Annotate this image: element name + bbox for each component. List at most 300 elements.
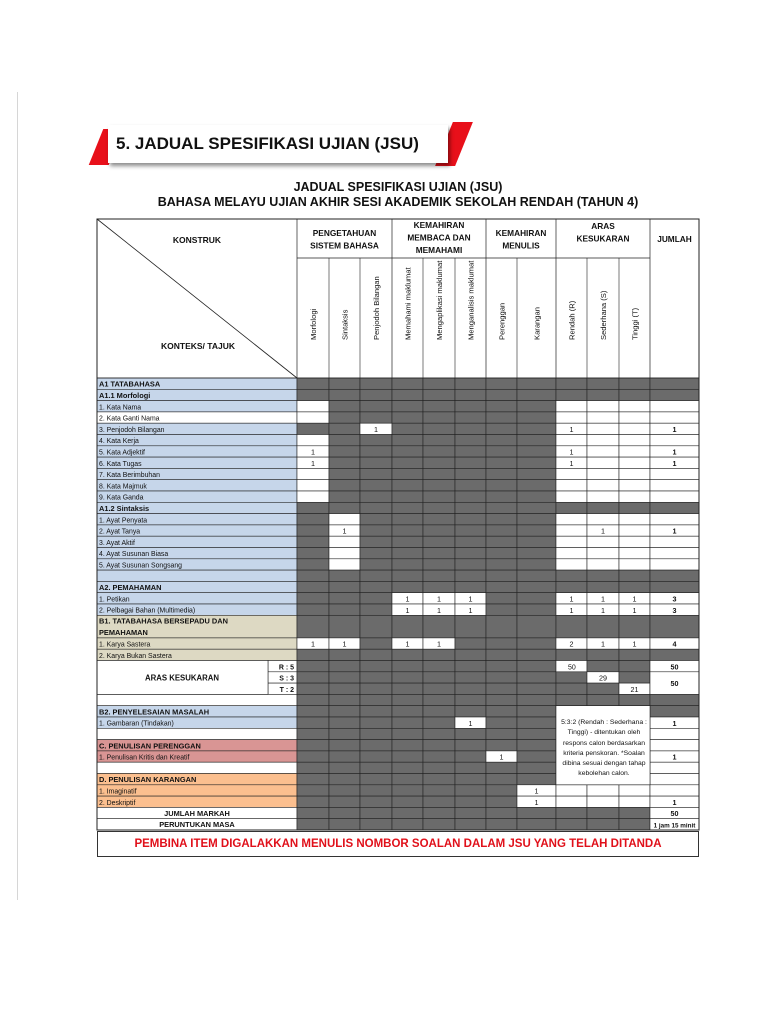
table-cell bbox=[392, 615, 423, 638]
item-label: 7. Kata Berimbuhan bbox=[99, 472, 160, 480]
table-cell bbox=[329, 423, 360, 434]
table-cell bbox=[455, 796, 486, 807]
table-cell bbox=[619, 581, 650, 592]
table-cell bbox=[517, 728, 556, 739]
sub-header-3: Memahami maklumat bbox=[403, 267, 413, 340]
table-cell bbox=[297, 378, 329, 389]
table-cell bbox=[423, 423, 455, 434]
table-cell bbox=[650, 468, 699, 479]
table-cell bbox=[455, 638, 486, 649]
section-heading: 5. JADUAL SPESIFIKASI UJIAN (JSU) bbox=[116, 134, 419, 153]
group-header-1: MEMBACA DAN bbox=[407, 232, 471, 243]
table-cell bbox=[619, 649, 650, 660]
table-cell bbox=[329, 728, 360, 739]
table-cell bbox=[297, 672, 329, 683]
total-label: PERUNTUKAN MASA bbox=[159, 820, 235, 830]
table-cell bbox=[423, 491, 455, 502]
table-cell bbox=[392, 740, 423, 751]
cell-value: 2 bbox=[569, 639, 574, 649]
table-cell bbox=[486, 717, 517, 728]
table-cell bbox=[650, 412, 699, 423]
konteks-label: KONTEKS/ TAJUK bbox=[161, 341, 235, 351]
table-cell bbox=[423, 706, 455, 717]
table-cell bbox=[587, 581, 619, 592]
table-cell bbox=[455, 762, 486, 773]
table-cell bbox=[486, 762, 517, 773]
table-cell bbox=[360, 570, 392, 581]
table-cell bbox=[329, 446, 360, 457]
table-cell bbox=[423, 672, 455, 683]
item-label: 8. Kata Majmuk bbox=[99, 483, 147, 491]
cell-value: 1 bbox=[672, 752, 677, 762]
table-cell bbox=[486, 649, 517, 660]
table-cell bbox=[517, 683, 556, 694]
table-cell bbox=[619, 468, 650, 479]
cell-value: 1 bbox=[405, 594, 410, 604]
table-cell bbox=[329, 672, 360, 683]
table-cell bbox=[392, 502, 423, 513]
table-cell bbox=[619, 423, 650, 434]
table-cell bbox=[587, 807, 619, 818]
group-header-2: MENULIS bbox=[502, 240, 540, 251]
table-cell bbox=[486, 480, 517, 491]
table-cell bbox=[297, 514, 329, 525]
table-cell bbox=[423, 548, 455, 559]
table-cell bbox=[392, 706, 423, 717]
cell-value: 1 bbox=[601, 526, 605, 536]
table-cell bbox=[423, 717, 455, 728]
table-cell bbox=[392, 694, 423, 705]
table-cell bbox=[455, 559, 486, 570]
cell-value: 1 bbox=[601, 605, 605, 615]
item-label: 3. Ayat Aktif bbox=[99, 539, 135, 547]
table-cell bbox=[423, 751, 455, 762]
table-cell bbox=[392, 389, 423, 400]
table-cell bbox=[486, 548, 517, 559]
table-cell bbox=[619, 525, 650, 536]
table-cell bbox=[297, 785, 329, 796]
table-cell bbox=[650, 581, 699, 592]
table-cell bbox=[517, 457, 556, 468]
section-label: A1 TATABAHASA bbox=[99, 379, 161, 389]
table-cell bbox=[329, 807, 360, 818]
table-cell bbox=[517, 525, 556, 536]
table-cell bbox=[556, 615, 587, 638]
table-cell bbox=[455, 502, 486, 513]
table-cell bbox=[486, 378, 517, 389]
table-cell bbox=[556, 819, 587, 830]
table-cell bbox=[455, 480, 486, 491]
row-label-cell bbox=[97, 694, 297, 705]
table-cell bbox=[587, 548, 619, 559]
cell-value: 1 bbox=[534, 786, 539, 796]
table-cell bbox=[587, 819, 619, 830]
section-label: D. PENULISAN KARANGAN bbox=[99, 775, 197, 785]
table-cell bbox=[360, 435, 392, 446]
table-cell bbox=[619, 401, 650, 412]
table-cell bbox=[486, 514, 517, 525]
table-cell bbox=[392, 785, 423, 796]
table-cell bbox=[297, 694, 329, 705]
table-cell bbox=[297, 412, 329, 423]
cell-value: 1 bbox=[632, 605, 637, 615]
section-label: A1.2 Sintaksis bbox=[99, 504, 150, 513]
table-cell bbox=[556, 435, 587, 446]
item-label: 1. Imaginatif bbox=[99, 788, 137, 796]
table-cell bbox=[650, 491, 699, 502]
sub-header-10: Tinggi (T) bbox=[630, 307, 640, 340]
table-cell bbox=[650, 378, 699, 389]
sub-header-7: Karangan bbox=[532, 307, 542, 340]
table-cell bbox=[517, 435, 556, 446]
table-cell bbox=[360, 762, 392, 773]
table-cell bbox=[360, 604, 392, 615]
table-cell bbox=[360, 796, 392, 807]
table-cell bbox=[297, 728, 329, 739]
table-cell bbox=[455, 785, 486, 796]
table-cell bbox=[392, 717, 423, 728]
table-cell bbox=[455, 548, 486, 559]
item-label: 1. Karya Sastera bbox=[99, 641, 151, 649]
table-cell bbox=[423, 683, 455, 694]
table-cell bbox=[329, 412, 360, 423]
table-cell bbox=[517, 672, 556, 683]
table-cell bbox=[486, 638, 517, 649]
table-cell bbox=[360, 457, 392, 468]
table-cell bbox=[360, 536, 392, 547]
table-cell bbox=[619, 435, 650, 446]
table-cell bbox=[517, 751, 556, 762]
table-cell bbox=[329, 796, 360, 807]
table-cell bbox=[455, 401, 486, 412]
table-cell bbox=[486, 593, 517, 604]
table-cell bbox=[423, 559, 455, 570]
table-cell bbox=[392, 661, 423, 672]
table-cell bbox=[392, 819, 423, 830]
table-cell bbox=[556, 694, 587, 705]
table-cell bbox=[517, 378, 556, 389]
table-cell bbox=[423, 581, 455, 592]
table-cell bbox=[392, 457, 423, 468]
table-cell bbox=[517, 389, 556, 400]
table-cell bbox=[455, 774, 486, 785]
cell-value: 1 bbox=[672, 447, 677, 457]
table-cell bbox=[360, 593, 392, 604]
table-cell bbox=[517, 819, 556, 830]
table-cell bbox=[556, 378, 587, 389]
table-cell bbox=[517, 502, 556, 513]
table-cell bbox=[556, 570, 587, 581]
cell-value: 50 bbox=[568, 664, 576, 672]
item-label: 4. Kata Kerja bbox=[99, 438, 139, 446]
table-cell bbox=[486, 728, 517, 739]
aras-level-label: R : 5 bbox=[278, 664, 294, 672]
table-cell bbox=[329, 378, 360, 389]
table-cell bbox=[619, 570, 650, 581]
table-cell bbox=[360, 480, 392, 491]
table-cell bbox=[297, 807, 329, 818]
cell-value: 1 bbox=[342, 526, 347, 536]
cell-value: 1 bbox=[672, 797, 677, 807]
table-cell bbox=[455, 389, 486, 400]
table-cell bbox=[650, 559, 699, 570]
table-cell bbox=[360, 514, 392, 525]
table-cell bbox=[297, 491, 329, 502]
cell-value: 1 jam 15 minit bbox=[653, 822, 696, 830]
cell-value: 1 bbox=[569, 447, 574, 457]
table-cell bbox=[517, 649, 556, 660]
table-cell bbox=[587, 412, 619, 423]
table-cell bbox=[423, 389, 455, 400]
table-cell bbox=[486, 807, 517, 818]
table-cell bbox=[297, 423, 329, 434]
section-label: A1.1 Morfologi bbox=[99, 391, 151, 400]
table-cell bbox=[392, 548, 423, 559]
row-label-cell bbox=[97, 728, 297, 739]
table-cell bbox=[619, 807, 650, 818]
table-cell bbox=[619, 480, 650, 491]
table-cell bbox=[486, 661, 517, 672]
table-cell bbox=[587, 796, 619, 807]
table-cell bbox=[650, 774, 699, 785]
table-cell bbox=[297, 581, 329, 592]
table-cell bbox=[556, 468, 587, 479]
cell-value: 3 bbox=[672, 594, 677, 604]
table-cell bbox=[455, 536, 486, 547]
table-cell bbox=[587, 661, 619, 672]
table-cell bbox=[360, 491, 392, 502]
aras-jumlah-value: 50 bbox=[670, 678, 679, 688]
cell-value: 29 bbox=[599, 673, 607, 683]
group-header-2: KEMAHIRAN bbox=[495, 228, 547, 238]
table-cell bbox=[392, 728, 423, 739]
table-cell bbox=[587, 536, 619, 547]
table-cell bbox=[517, 514, 556, 525]
table-cell bbox=[486, 389, 517, 400]
table-cell bbox=[455, 412, 486, 423]
item-label: 2. Karya Bukan Sastera bbox=[99, 652, 172, 660]
cell-value: 1 bbox=[569, 458, 574, 468]
table-cell bbox=[587, 649, 619, 660]
table-cell bbox=[486, 457, 517, 468]
table-cell bbox=[486, 672, 517, 683]
table-cell bbox=[517, 491, 556, 502]
table-cell bbox=[517, 548, 556, 559]
table-cell bbox=[556, 785, 587, 796]
table-cell bbox=[455, 435, 486, 446]
table-cell bbox=[517, 570, 556, 581]
cell-value: 4 bbox=[672, 639, 677, 649]
item-label: 1. Kata Nama bbox=[99, 404, 142, 412]
group-header-0: SISTEM BAHASA bbox=[310, 240, 379, 251]
table-cell bbox=[650, 502, 699, 513]
table-cell bbox=[392, 807, 423, 818]
cell-value: 1 bbox=[311, 447, 315, 457]
table-cell bbox=[297, 604, 329, 615]
table-cell bbox=[392, 435, 423, 446]
table-cell bbox=[423, 570, 455, 581]
table-cell bbox=[329, 457, 360, 468]
table-cell bbox=[619, 672, 650, 683]
table-cell bbox=[619, 514, 650, 525]
table-cell bbox=[587, 694, 619, 705]
table-cell bbox=[650, 785, 699, 796]
table-cell bbox=[329, 389, 360, 400]
item-label: 1. Ayat Penyata bbox=[99, 517, 148, 525]
table-cell bbox=[423, 412, 455, 423]
table-cell bbox=[517, 536, 556, 547]
item-label: 4. Ayat Susunan Biasa bbox=[99, 551, 169, 559]
table-cell bbox=[517, 740, 556, 751]
table-cell bbox=[329, 785, 360, 796]
table-cell bbox=[486, 706, 517, 717]
table-cell bbox=[360, 774, 392, 785]
table-cell bbox=[650, 728, 699, 739]
table-cell bbox=[556, 536, 587, 547]
table-cell bbox=[556, 389, 587, 400]
group-header-0: PENGETAHUAN bbox=[312, 228, 377, 238]
table-cell bbox=[517, 468, 556, 479]
table-cell bbox=[650, 740, 699, 751]
table-cell bbox=[455, 457, 486, 468]
table-cell bbox=[392, 559, 423, 570]
item-label: 3. Penjodoh Bilangan bbox=[99, 426, 165, 434]
table-cell bbox=[486, 491, 517, 502]
table-cell bbox=[517, 446, 556, 457]
table-cell bbox=[486, 581, 517, 592]
group-header-1: KEMAHIRAN bbox=[413, 220, 465, 230]
table-cell bbox=[360, 751, 392, 762]
table-cell bbox=[556, 491, 587, 502]
table-cell bbox=[486, 502, 517, 513]
table-cell bbox=[297, 536, 329, 547]
table-cell bbox=[360, 683, 392, 694]
table-cell bbox=[587, 468, 619, 479]
table-cell bbox=[619, 548, 650, 559]
table-cell bbox=[423, 661, 455, 672]
table-cell bbox=[486, 468, 517, 479]
table-cell bbox=[587, 514, 619, 525]
table-cell bbox=[556, 401, 587, 412]
sub-header-9: Sederhana (S) bbox=[599, 290, 608, 340]
table-cell bbox=[587, 389, 619, 400]
table-cell bbox=[455, 740, 486, 751]
table-cell bbox=[297, 706, 329, 717]
item-label: 2. Kata Ganti Nama bbox=[99, 415, 160, 423]
table-cell bbox=[360, 819, 392, 830]
item-label: 5. Kata Adjektif bbox=[99, 449, 145, 457]
cell-value: 1 bbox=[311, 639, 315, 649]
sub-header-1: Sintaksis bbox=[340, 309, 350, 340]
table-cell bbox=[486, 446, 517, 457]
table-cell bbox=[650, 514, 699, 525]
table-cell bbox=[455, 672, 486, 683]
total-label: JUMLAH MARKAH bbox=[164, 808, 230, 818]
table-cell bbox=[619, 457, 650, 468]
table-cell bbox=[517, 559, 556, 570]
table-cell bbox=[392, 751, 423, 762]
cell-value: 1 bbox=[672, 425, 677, 434]
aras-label: ARAS KESUKARAN bbox=[144, 673, 220, 683]
row-label-cell bbox=[97, 570, 297, 581]
table-cell bbox=[455, 581, 486, 592]
table-cell bbox=[517, 581, 556, 592]
table-cell bbox=[329, 548, 360, 559]
table-cell bbox=[360, 717, 392, 728]
table-cell bbox=[360, 446, 392, 457]
table-cell bbox=[423, 502, 455, 513]
table-cell bbox=[587, 491, 619, 502]
table-cell bbox=[297, 468, 329, 479]
table-cell bbox=[423, 446, 455, 457]
table-cell bbox=[517, 401, 556, 412]
table-cell bbox=[556, 796, 587, 807]
table-cell bbox=[587, 435, 619, 446]
table-cell bbox=[392, 683, 423, 694]
table-cell bbox=[556, 581, 587, 592]
table-cell bbox=[587, 446, 619, 457]
cell-value: 1 bbox=[437, 605, 441, 615]
table-cell bbox=[650, 389, 699, 400]
table-cell bbox=[329, 559, 360, 570]
table-cell bbox=[556, 502, 587, 513]
group-header-3: ARAS bbox=[591, 221, 615, 231]
item-label: 2. Deskriptif bbox=[99, 799, 136, 807]
table-cell bbox=[455, 728, 486, 739]
table-cell bbox=[517, 661, 556, 672]
table-cell bbox=[650, 762, 699, 773]
cell-value: 1 bbox=[672, 526, 677, 536]
table-cell bbox=[587, 480, 619, 491]
table-cell bbox=[360, 661, 392, 672]
table-cell bbox=[329, 581, 360, 592]
table-cell bbox=[556, 480, 587, 491]
table-cell bbox=[329, 401, 360, 412]
table-cell bbox=[360, 412, 392, 423]
table-cell bbox=[619, 785, 650, 796]
table-cell bbox=[486, 615, 517, 638]
table-cell bbox=[329, 502, 360, 513]
cell-value: 1 bbox=[405, 639, 410, 649]
group-header-4: JUMLAH bbox=[657, 234, 692, 244]
table-cell bbox=[423, 649, 455, 660]
table-cell bbox=[329, 819, 360, 830]
table-cell bbox=[392, 774, 423, 785]
section-label: A2. PEMAHAMAN bbox=[99, 583, 162, 593]
table-cell bbox=[423, 435, 455, 446]
table-cell bbox=[423, 615, 455, 638]
table-cell bbox=[329, 661, 360, 672]
table-cell bbox=[423, 807, 455, 818]
table-cell bbox=[360, 468, 392, 479]
table-cell bbox=[392, 649, 423, 660]
table-cell bbox=[587, 378, 619, 389]
table-cell bbox=[517, 717, 556, 728]
table-cell bbox=[329, 694, 360, 705]
sub-header-2: Penjodoh Bilangan bbox=[372, 276, 381, 340]
table-cell bbox=[329, 717, 360, 728]
table-subtitle: BAHASA MELAYU UJIAN AKHIR SESI AKADEMIK SEKOLAH RENDAH (TAHUN 4) bbox=[157, 195, 639, 209]
table-cell bbox=[360, 649, 392, 660]
table-cell bbox=[486, 740, 517, 751]
footer-notice: PEMBINA ITEM DIGALAKKAN MENULIS NOMBOR SOALAN DALAM JSU YANG TELAH DITANDA bbox=[97, 831, 699, 857]
item-label: 6. Kata Tugas bbox=[99, 460, 142, 468]
table-cell bbox=[556, 649, 587, 660]
table-cell bbox=[556, 548, 587, 559]
item-label: 2. Ayat Tanya bbox=[99, 528, 141, 536]
table-cell bbox=[329, 536, 360, 547]
table-cell bbox=[486, 559, 517, 570]
